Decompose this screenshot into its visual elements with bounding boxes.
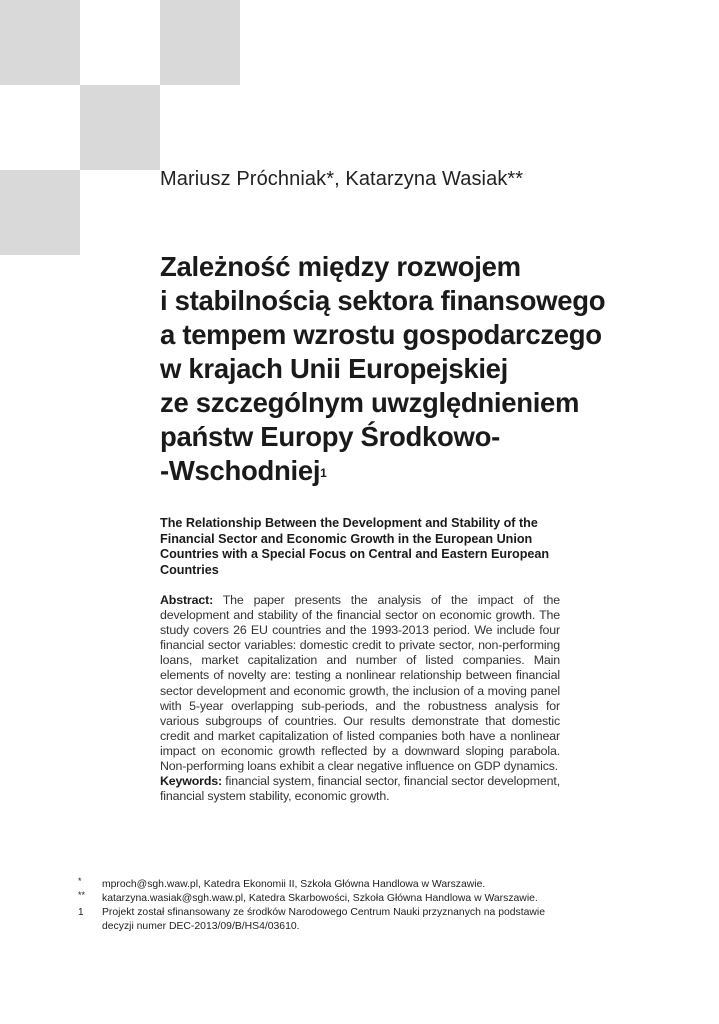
- title-line: i stabilnością sektora finansowego: [160, 285, 606, 316]
- authors: Mariusz Próchniak*, Katarzyna Wasiak**: [160, 168, 524, 190]
- english-title-line: Countries with a Special Focus on Central and Eastern European: [160, 547, 550, 561]
- title-line: a tempem wzrostu gospodarczego: [160, 319, 602, 350]
- decor-square: [0, 0, 80, 85]
- footnote-text: mproch@sgh.waw.pl, Katedra Ekonomii II, Szkoła Główna Handlowa w Warszawie.: [102, 879, 486, 890]
- english-title-line: Countries: [160, 562, 219, 577]
- english-title-line: Financial Sector and Economic Growth in the European Union: [160, 531, 533, 546]
- title-line-last: [160, 454, 640, 488]
- keywords: [160, 774, 560, 804]
- decor-square: [160, 0, 240, 85]
- abstract-text: The paper presents the analysis of the impact of the development and stability of the financial sector on economic growth. The study covers 26 EU countries and the 1993-2013 period. We include four financial sector variables: domestic credit to private sector, non-performing loans, market capitalization and number of listed companies. Main elements of novelty are: testing a nonlinear relationship between financial sector development and economic growth, the inclusion of a moving panel with 5-year overlapping sub-periods, and the robustness analysis for various subgroups of countries. Our results demonstrate that domestic credit and market capitalization of listed companies both have a nonlinear impact on economic growth reflected by a downward sloping parabola. Non-performing loans exhibit a clear negative influence on GDP dynamics.: [160, 593, 560, 774]
- footnote: [78, 906, 568, 934]
- footnote: [78, 878, 568, 892]
- footnote: [78, 892, 568, 906]
- footnote-mark: 1: [78, 907, 84, 918]
- footnote-mark: *: [78, 876, 82, 886]
- abstract-block: [160, 593, 560, 804]
- title-line: w krajach Unii Europejskiej: [160, 353, 509, 384]
- footnote-mark: **: [78, 890, 86, 900]
- english-title-line: The Relationship Between the Development and Stability of the: [160, 516, 538, 530]
- footnote-text: katarzyna.wasiak@sgh.waw.pl, Katedra Skarbowości, Szkoła Główna Handlowa w Warszawie.: [102, 893, 538, 904]
- footnotes: [78, 878, 568, 934]
- abstract: [160, 593, 560, 774]
- keywords-label: Keywords:: [160, 774, 222, 789]
- decor-square: [0, 170, 80, 255]
- abstract-label: Abstract:: [160, 593, 214, 607]
- title-line: ze szczególnym uwzględnieniem: [160, 387, 580, 418]
- title-footnote-mark: 1: [320, 466, 327, 480]
- keywords-text: financial system, financial sector, financial sector development, financial system stability, economic growth.: [160, 774, 560, 804]
- footnote-text: Projekt został sfinansowany ze środków Narodowego Centrum Nauki przyznanych na podstawie decyzji numer DEC-2013/09/B/HS4/03610.: [102, 907, 545, 932]
- decor-square: [80, 85, 160, 170]
- article-title: [160, 250, 640, 488]
- title-line: państw Europy Środkowo-: [160, 421, 500, 452]
- title-line: Zależność między rozwojem: [160, 251, 521, 282]
- english-title: [160, 516, 560, 578]
- title-line: -Wschodniej: [160, 455, 321, 486]
